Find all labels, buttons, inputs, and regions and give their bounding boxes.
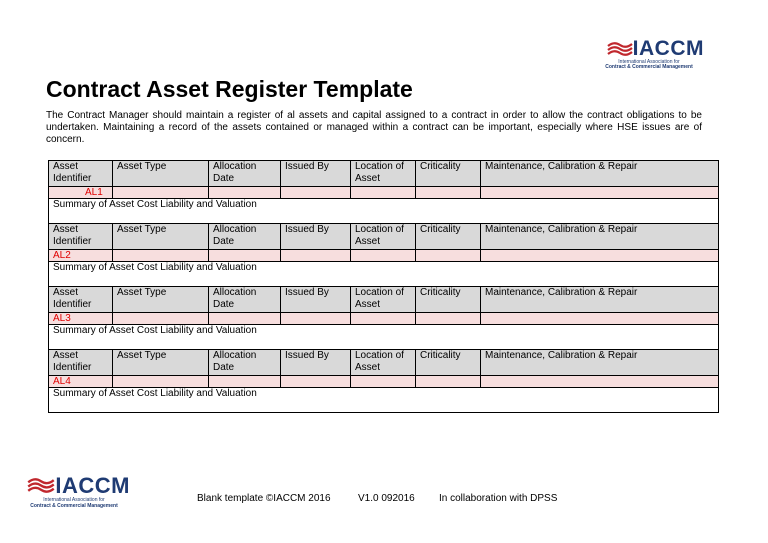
column-header: Criticality (416, 287, 481, 313)
asset-id-cell[interactable]: AL4 (49, 376, 113, 388)
column-header: Asset Identifier (49, 161, 113, 187)
entry-cell[interactable] (209, 250, 281, 262)
footer-collaboration: In collaboration with DPSS (439, 493, 558, 504)
column-header: Criticality (416, 161, 481, 187)
entry-cell[interactable] (481, 313, 719, 325)
column-header: Issued By (281, 161, 351, 187)
summary-row (49, 325, 719, 350)
entry-cell[interactable] (113, 376, 209, 388)
entry-cell[interactable] (481, 376, 719, 388)
column-header: Asset Identifier (49, 350, 113, 376)
column-header: Maintenance, Calibration & Repair (481, 287, 719, 313)
column-header: Issued By (281, 224, 351, 250)
asset-id-cell[interactable]: AL3 (49, 313, 113, 325)
entry-cell[interactable] (351, 187, 416, 199)
entry-cell[interactable] (281, 376, 351, 388)
summary-row (49, 262, 719, 287)
asset-id-row (49, 376, 719, 388)
column-header: Allocation Date (209, 224, 281, 250)
summary-cell[interactable]: Summary of Asset Cost Liability and Valuation (49, 199, 719, 224)
intro-paragraph: The Contract Manager should maintain a register of al assets and capital assigned to a contract in order to allow the contract obligations to be undertaken. Maintaining a record of the assets contained or managed within a contract can be important, especially where HSE issues are of concern. (46, 110, 702, 145)
column-header: Asset Identifier (49, 224, 113, 250)
logo-subtitle-line1: International Association for (618, 59, 680, 65)
asset-register-table (48, 160, 719, 413)
iaccm-logo-bottom (18, 474, 130, 509)
column-header: Location of Asset (351, 287, 416, 313)
footer-blank-template: Blank template ©IACCM 2016 (197, 493, 331, 504)
summary-cell[interactable]: Summary of Asset Cost Liability and Valuation (49, 262, 719, 287)
footer-version: V1.0 092016 (358, 493, 415, 504)
column-header: Location of Asset (351, 161, 416, 187)
entry-cell[interactable] (416, 187, 481, 199)
summary-row (49, 199, 719, 224)
entry-cell[interactable] (209, 376, 281, 388)
column-header: Asset Type (113, 287, 209, 313)
page-title: Contract Asset Register Template (46, 76, 413, 102)
summary-row (49, 388, 719, 413)
column-header: Maintenance, Calibration & Repair (481, 224, 719, 250)
entry-cell[interactable] (209, 187, 281, 199)
entry-cell[interactable] (113, 313, 209, 325)
column-header: Issued By (281, 287, 351, 313)
header-row (49, 350, 719, 376)
iaccm-logo-top (594, 38, 704, 70)
logo-wordmark: IACCM (55, 473, 130, 498)
logo-subtitle-line2: Contract & Commercial Management (605, 64, 693, 70)
column-header: Location of Asset (351, 350, 416, 376)
summary-cell[interactable]: Summary of Asset Cost Liability and Valuation (49, 388, 719, 413)
column-header: Asset Type (113, 224, 209, 250)
entry-cell[interactable] (281, 187, 351, 199)
asset-id-row (49, 187, 719, 199)
column-header: Location of Asset (351, 224, 416, 250)
wave-icon (27, 477, 55, 494)
entry-cell[interactable] (281, 313, 351, 325)
entry-cell[interactable] (416, 313, 481, 325)
header-row (49, 287, 719, 313)
entry-cell[interactable] (416, 250, 481, 262)
column-header: Asset Type (113, 161, 209, 187)
column-header: Maintenance, Calibration & Repair (481, 350, 719, 376)
asset-id-row (49, 313, 719, 325)
asset-id-cell[interactable]: AL1 (49, 187, 113, 199)
logo-wordmark: IACCM (632, 37, 704, 60)
column-header: Maintenance, Calibration & Repair (481, 161, 719, 187)
entry-cell[interactable] (481, 187, 719, 199)
column-header: Issued By (281, 350, 351, 376)
entry-cell[interactable] (351, 313, 416, 325)
entry-cell[interactable] (113, 250, 209, 262)
entry-cell[interactable] (351, 250, 416, 262)
entry-cell[interactable] (113, 187, 209, 199)
entry-cell[interactable] (416, 376, 481, 388)
logo-subtitle-line1: International Association for (43, 497, 105, 503)
logo-subtitle-line2: Contract & Commercial Management (30, 503, 118, 509)
entry-cell[interactable] (481, 250, 719, 262)
column-header: Allocation Date (209, 350, 281, 376)
header-row (49, 224, 719, 250)
wave-icon (607, 41, 633, 57)
summary-cell[interactable]: Summary of Asset Cost Liability and Valuation (49, 325, 719, 350)
column-header: Allocation Date (209, 161, 281, 187)
column-header: Criticality (416, 350, 481, 376)
column-header: Criticality (416, 224, 481, 250)
column-header: Allocation Date (209, 287, 281, 313)
asset-id-cell[interactable]: AL2 (49, 250, 113, 262)
asset-id-row (49, 250, 719, 262)
header-row (49, 161, 719, 187)
entry-cell[interactable] (351, 376, 416, 388)
entry-cell[interactable] (209, 313, 281, 325)
column-header: Asset Type (113, 350, 209, 376)
entry-cell[interactable] (281, 250, 351, 262)
column-header: Asset Identifier (49, 287, 113, 313)
